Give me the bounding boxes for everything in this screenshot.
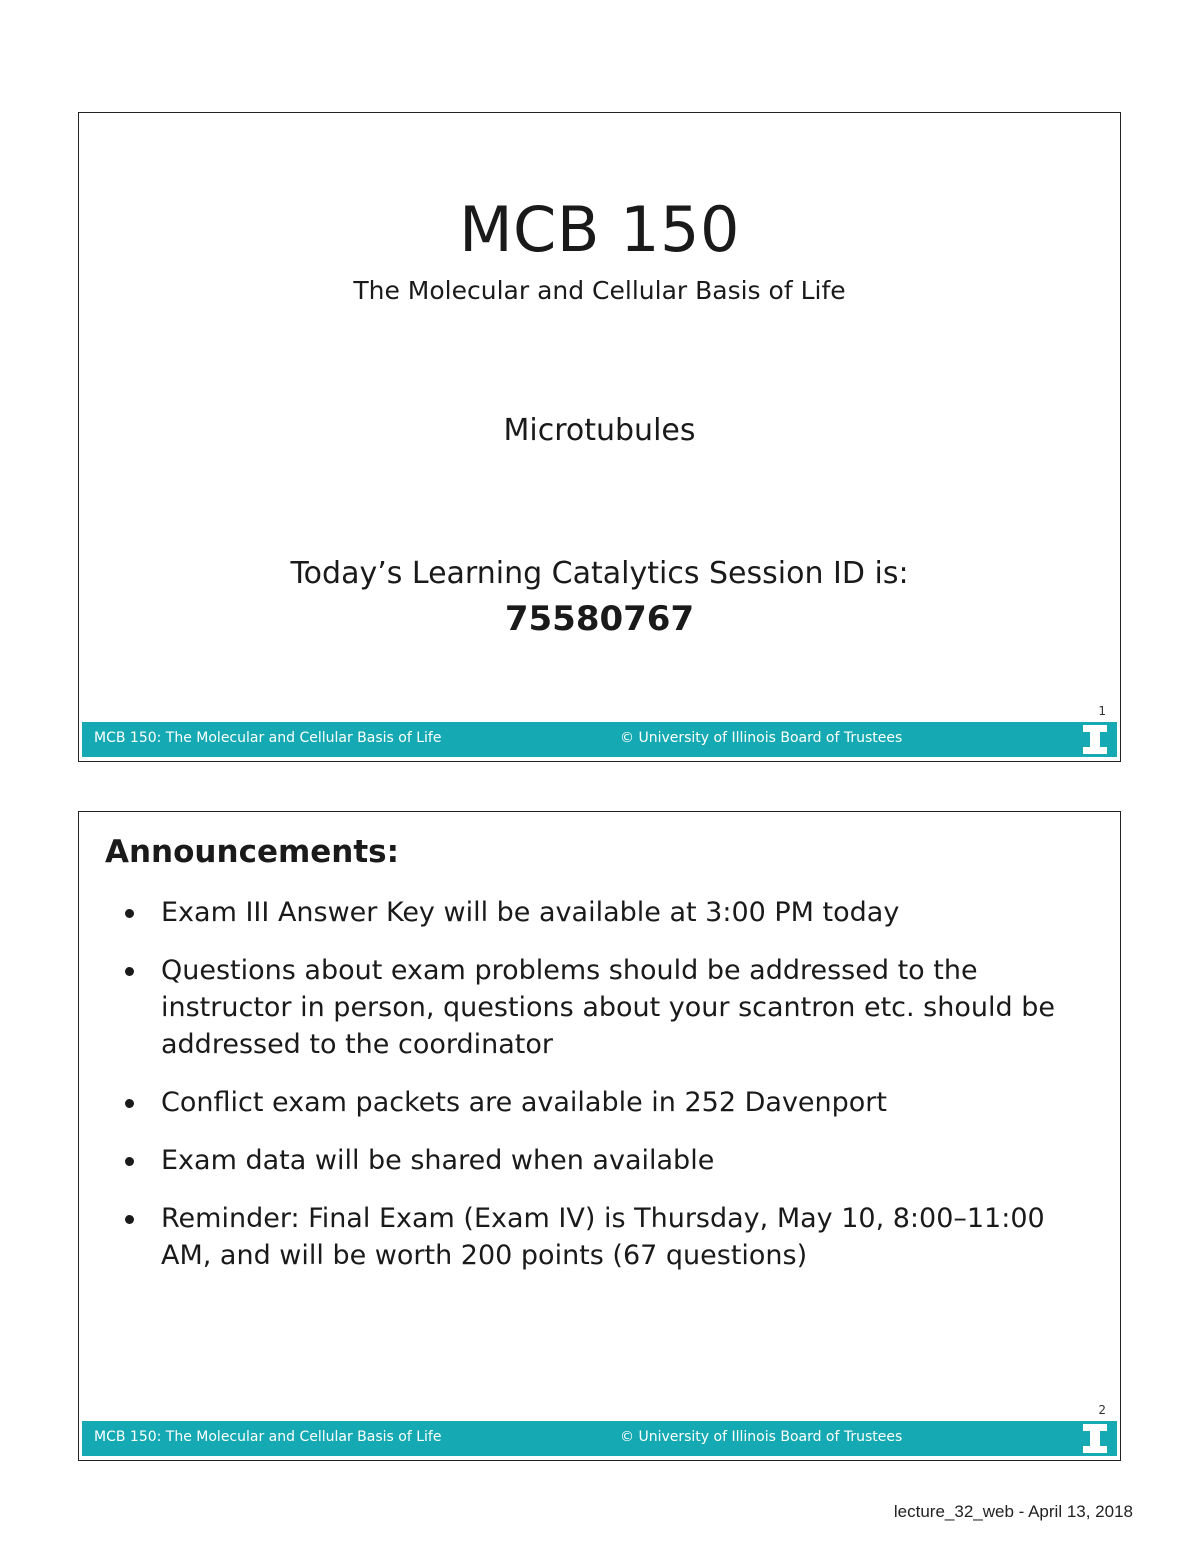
list-item-text: Exam III Answer Key will be available at 3:00 PM today: [161, 897, 900, 928]
slide-1: [78, 112, 1121, 762]
session-label: Today’s Learning Catalytics Session ID is:: [290, 556, 909, 591]
list-item-text: Conflict exam packets are available in 252 Davenport: [161, 1087, 887, 1118]
slide-page-number: 1: [1098, 704, 1106, 718]
footer-course: MCB 150: The Molecular and Cellular Basis of Life: [94, 1429, 442, 1445]
list-item: [119, 1200, 1079, 1274]
bullet-icon: [125, 1099, 134, 1108]
slide-title: MCB 150: [459, 193, 740, 266]
bullet-icon: [125, 967, 134, 976]
footer-copyright: © University of Illinois Board of Trustees: [620, 1429, 903, 1445]
list-item-text: Exam data will be shared when available: [161, 1145, 715, 1176]
bullet-icon: [125, 1215, 134, 1224]
bullet-icon: [125, 1157, 134, 1166]
illinois-block-i-icon: [1083, 1424, 1107, 1453]
slide-footer-bar: [82, 722, 1117, 757]
list-item-text: Questions about exam problems should be addressed to the instructor in person, questions about your scantron etc. should be addressed to the coordinator: [161, 955, 1055, 1060]
bullet-icon: [125, 909, 134, 918]
footer-course: MCB 150: The Molecular and Cellular Basis of Life: [94, 730, 442, 746]
illinois-block-i-icon: [1083, 725, 1107, 754]
lecture-topic: Microtubules: [503, 413, 696, 448]
slide-subtitle: The Molecular and Cellular Basis of Life: [353, 276, 846, 305]
list-item-text: Reminder: Final Exam (Exam IV) is Thursday, May 10, 8:00–11:00 AM, and will be worth 200 points (67 questions): [161, 1203, 1045, 1271]
page-footer: lecture_32_web - April 13, 2018: [893, 1502, 1133, 1521]
slide-page-number: 2: [1098, 1403, 1106, 1417]
list-item: [119, 894, 1079, 931]
slide-2: [78, 811, 1121, 1461]
slide-footer-bar: [82, 1421, 1117, 1456]
list-item: [119, 1084, 1079, 1121]
list-item: [119, 952, 1079, 1063]
footer-copyright: © University of Illinois Board of Trustees: [620, 730, 903, 746]
session-id: 75580767: [504, 599, 695, 639]
announcements-heading: Announcements:: [105, 834, 400, 870]
list-item: [119, 1142, 1079, 1179]
announcements-list: [119, 894, 1079, 1295]
